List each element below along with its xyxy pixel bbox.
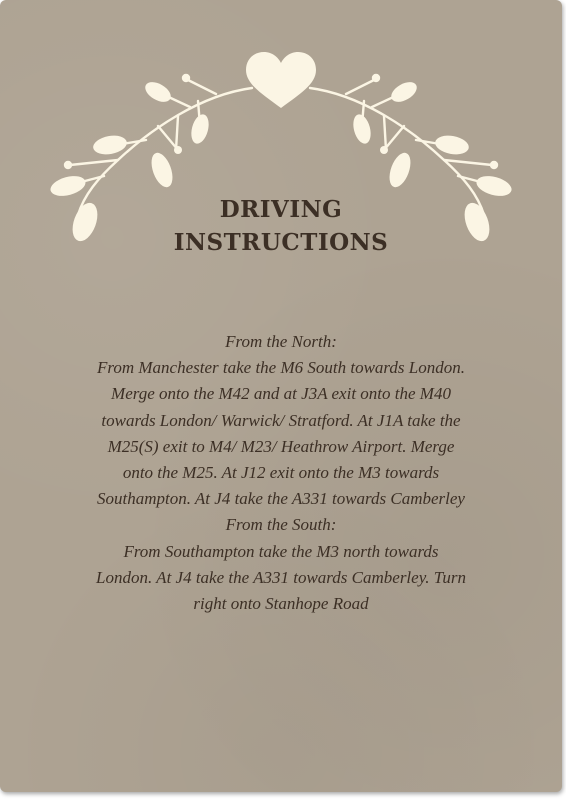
directions-heading-south: From the South:	[225, 515, 337, 535]
directions-line: right onto Stanhope Road	[193, 594, 369, 614]
directions-line: Merge onto the M42 and at J3A exit onto the M40	[111, 384, 451, 404]
directions-line: From Manchester take the M6 South towards London.	[97, 358, 465, 378]
directions-heading-north: From the North:	[225, 332, 337, 351]
directions-text	[40, 329, 522, 617]
directions-line: towards London/ Warwick/ Stratford. At J1A take the	[101, 410, 461, 430]
directions-line: M25(S) exit to M4/ M23/ Heathrow Airport. Merge	[107, 436, 455, 456]
directions-line: Southampton. At J4 take the A331 towards Camberley	[97, 489, 465, 509]
directions-line: London. At J4 take the A331 towards Camberley. Turn	[96, 567, 466, 587]
title-line-2: INSTRUCTIONS	[173, 229, 389, 256]
title-line-1: DRIVING	[219, 196, 343, 223]
directions-line: onto the M25. At J12 exit onto the M3 towards	[122, 463, 440, 483]
directions-line: From Southampton take the M3 north towards	[123, 541, 439, 561]
